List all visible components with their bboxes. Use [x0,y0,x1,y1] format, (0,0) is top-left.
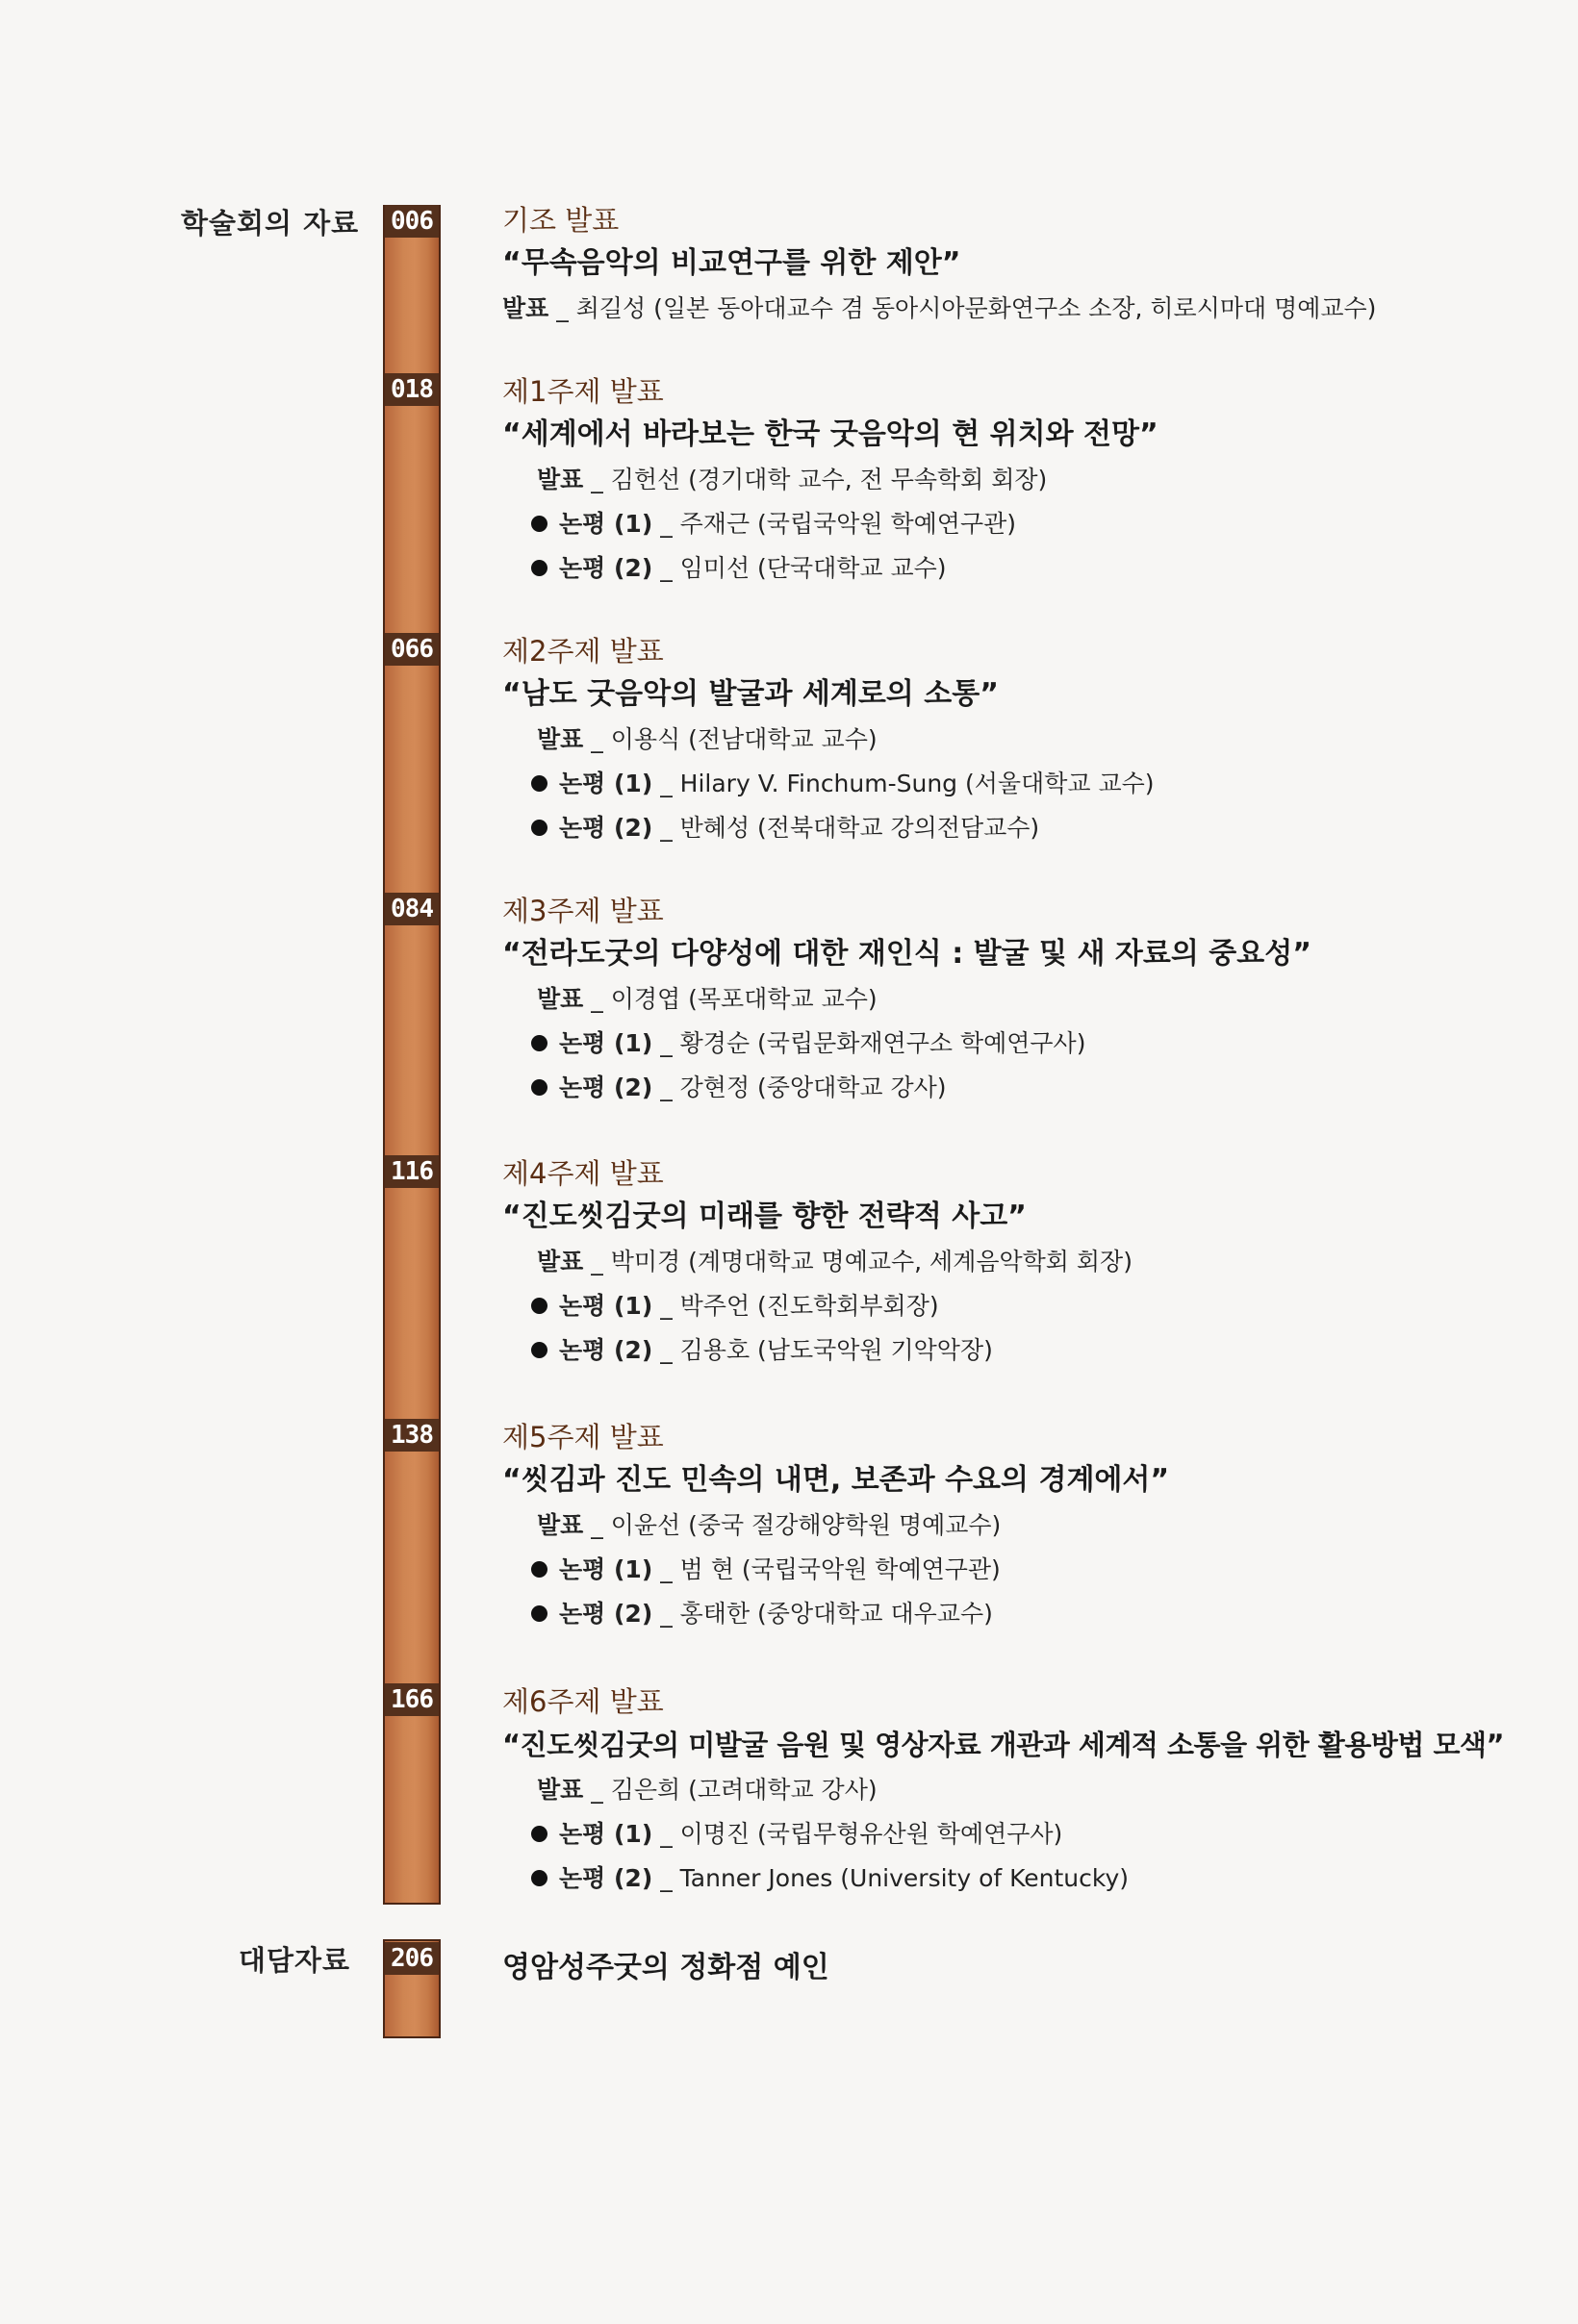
comment-text: _ 김용호 (남도국악원 기악악장) [652,1336,993,1364]
page-number-badge: 006 [385,205,439,238]
timeline-bar-conference [383,205,441,1905]
comment-text: _ Tanner Jones (University of Kentucky) [652,1864,1130,1892]
comment-text: _ 임미선 (단국대학교 교수) [652,554,947,582]
comment-label: 논평 (1) [559,770,653,797]
comment-line [502,502,1158,546]
bullet-icon [531,1826,547,1842]
topic-title: “무속음악의 비교연구를 위한 제안” [502,246,961,280]
comment-text: _ 이명진 (국립무형유산원 학예연구사) [652,1820,1063,1848]
topic-title: “진도씻김굿의 미발굴 음원 및 영상자료 개관과 세계적 소통을 위한 활용방법 모색” [502,1729,1505,1761]
presenter-line [502,977,1311,1022]
presenter-text: _ 이경엽 (목포대학교 교수) [583,985,878,1013]
comment-label: 논평 (1) [559,1820,653,1848]
topic-title: “씻김과 진도 민속의 내면, 보존과 수요의 경계에서” [502,1463,1170,1497]
bullet-icon [531,1035,547,1051]
comment-text: _ 주재근 (국립국악원 학예연구관) [652,510,1017,538]
presenter-label: 발표 [537,466,584,493]
presenter-line [502,1240,1133,1284]
toc-entry-topic-3 [502,891,1311,1110]
toc-entry-topic-6 [502,1681,1504,1901]
presenter-label: 발표 [537,725,584,753]
comment-line [502,1548,1169,1592]
comment-line [502,1592,1169,1636]
topic-title: “진도씻김굿의 미래를 향한 전략적 사고” [502,1200,1027,1233]
bullet-icon [531,516,547,532]
comment-line [502,1066,1311,1110]
topic-label: 제1주제 발표 [502,375,664,408]
comment-text: _ 홍태한 (중앙대학교 대우교수) [652,1600,993,1628]
bullet-icon [531,775,547,792]
presenter-line [502,718,1155,762]
topic-label: 제4주제 발표 [502,1157,664,1190]
presenter-label: 발표 [537,1248,584,1276]
topic-title: “전라도굿의 다양성에 대한 재인식 : 발굴 및 새 자료의 중요성” [502,937,1311,971]
topic-label: 제2주제 발표 [502,635,664,668]
comment-label: 논평 (1) [559,1292,653,1320]
comment-label: 논평 (2) [559,1600,653,1628]
page-number-badge: 206 [385,1942,439,1975]
comment-label: 논평 (2) [559,1074,653,1101]
presenter-label: 발표 [537,1511,584,1539]
comment-text: _ Hilary V. Finchum-Sung (서울대학교 교수) [652,770,1155,797]
presenter-label: 발표 [537,985,584,1013]
bullet-icon [531,1298,547,1314]
presenter-text: _ 최길성 (일본 동아대교수 겸 동아시아문화연구소 소장, 히로시마대 명예교수) [548,294,1377,322]
toc-entry-topic-2 [502,631,1155,850]
comment-text: _ 범 현 (국립국악원 학예연구관) [652,1555,1001,1583]
toc-entry-topic-5 [502,1417,1169,1636]
page-number-badge: 018 [385,373,439,406]
bullet-icon [531,1561,547,1578]
presenter-text: _ 김은희 (고려대학교 강사) [583,1776,878,1804]
comment-label: 논평 (1) [559,1555,653,1583]
presenter-line [502,1503,1169,1548]
presenter-label: 발표 [502,294,549,322]
comment-line [502,806,1155,850]
comment-text: _ 강현정 (중앙대학교 강사) [652,1074,947,1101]
presenter-text: _ 이용식 (전남대학교 교수) [583,725,878,753]
comment-label: 논평 (2) [559,1336,653,1364]
comment-line [502,1812,1504,1857]
comment-label: 논평 (2) [559,1864,653,1892]
comment-text: _ 반혜성 (전북대학교 강의전담교수) [652,814,1040,842]
bullet-icon [531,1079,547,1096]
toc-entry-topic-4 [502,1153,1133,1373]
talk-title: 영암성주굿의 정화점 예인 [502,1951,829,1984]
section-label-conference: 학술회의 자료 [181,207,360,240]
comment-line [502,1857,1504,1901]
comment-line [502,546,1158,591]
toc-entry-topic-1 [502,371,1158,591]
bullet-icon [531,1605,547,1622]
presenter-label: 발표 [537,1776,584,1804]
presenter-text: _ 김헌선 (경기대학 교수, 전 무속학회 회장) [583,466,1048,493]
comment-label: 논평 (1) [559,1029,653,1057]
presenter-text: _ 이윤선 (중국 절강해양학원 명예교수) [583,1511,1002,1539]
comment-line [502,1328,1133,1373]
bullet-icon [531,1870,547,1886]
bullet-icon [531,1342,547,1358]
page-number-badge: 166 [385,1683,439,1716]
comment-text: _ 황경순 (국립문화재연구소 학예연구사) [652,1029,1086,1057]
page-number-badge: 084 [385,893,439,925]
comment-label: 논평 (1) [559,510,653,538]
topic-label: 기조 발표 [502,204,620,237]
page-number-badge: 066 [385,633,439,666]
topic-title: “세계에서 바라보는 한국 굿음악의 현 위치와 전망” [502,417,1158,451]
topic-title: “남도 굿음악의 발굴과 세계로의 소통” [502,677,999,711]
bullet-icon [531,820,547,836]
comment-label: 논평 (2) [559,554,653,582]
page-number-badge: 138 [385,1419,439,1452]
presenter-line [502,1768,1504,1812]
section-label-talk: 대담자료 [239,1944,351,1977]
comment-line [502,1022,1311,1066]
toc-entry-keynote [502,200,1376,331]
presenter-text: _ 박미경 (계명대학교 명예교수, 세계음악학회 회장) [583,1248,1133,1276]
presenter-line [502,287,1376,331]
topic-label: 제5주제 발표 [502,1421,664,1453]
comment-line [502,762,1155,806]
presenter-line [502,458,1158,502]
page-number-badge: 116 [385,1155,439,1188]
bullet-icon [531,560,547,576]
comment-text: _ 박주언 (진도학회부회장) [652,1292,939,1320]
topic-label: 제3주제 발표 [502,895,664,927]
comment-line [502,1284,1133,1328]
topic-label: 제6주제 발표 [502,1685,664,1718]
comment-label: 논평 (2) [559,814,653,842]
